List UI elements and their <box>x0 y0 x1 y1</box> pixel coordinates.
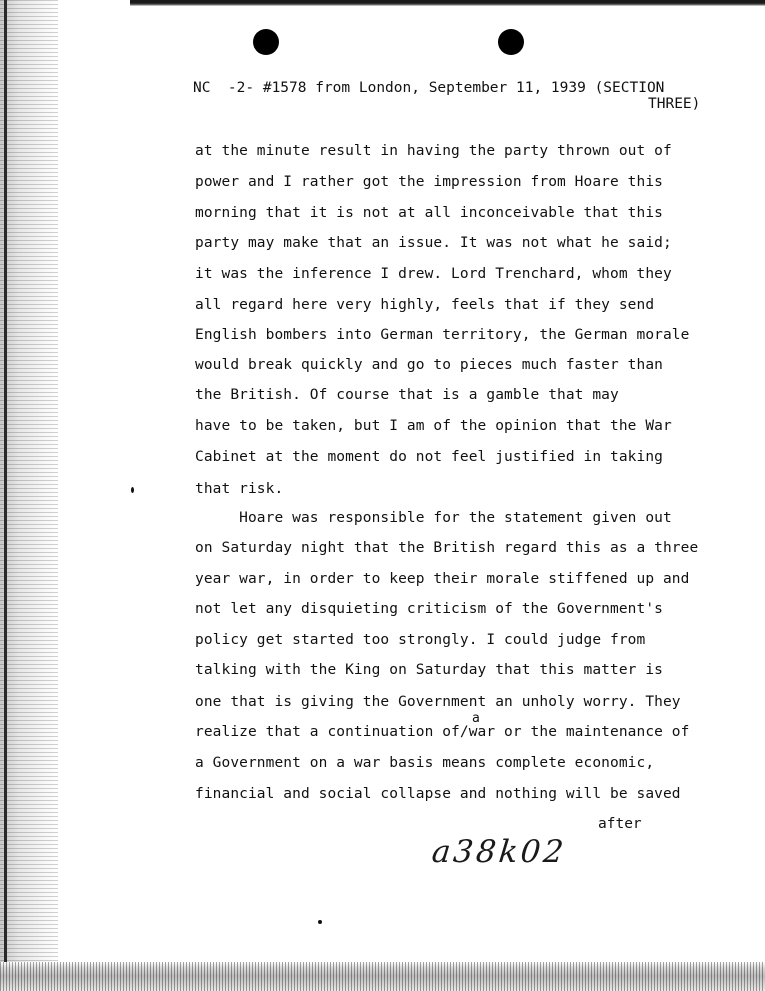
scan-speck <box>318 920 322 924</box>
scan-top-border <box>130 0 765 6</box>
body-line: power and I rather got the impression from Hoare this <box>195 174 663 190</box>
scan-bottom-border <box>0 962 765 991</box>
body-line: it was the inference I drew. Lord Trenchard, whom they <box>195 266 672 282</box>
punch-hole-left <box>253 29 279 55</box>
body-line: the British. Of course that is a gamble that may <box>195 387 619 403</box>
body-line: financial and social collapse and nothing will be saved <box>195 786 681 802</box>
scan-speck <box>131 487 134 493</box>
body-line: realize that a continuation of/war or the maintenance of <box>195 724 690 740</box>
body-line: a Government on a war basis means complete economic, <box>195 755 655 771</box>
body-line: party may make that an issue. It was not what he said; <box>195 235 672 251</box>
interlinear-insertion: a <box>472 711 480 726</box>
scan-left-margin <box>0 0 58 991</box>
body-line: talking with the King on Saturday that this matter is <box>195 662 663 678</box>
body-line: one that is giving the Government an unholy worry. They <box>195 694 681 710</box>
body-line: Hoare was responsible for the statement given out <box>195 510 672 526</box>
punch-hole-right <box>498 29 524 55</box>
body-line: would break quickly and go to pieces much faster than <box>195 357 663 373</box>
body-line: English bombers into German territory, the German morale <box>195 327 690 343</box>
body-line: at the minute result in having the party thrown out of <box>195 143 672 159</box>
body-line: have to be taken, but I am of the opinion that the War <box>195 418 672 434</box>
catchword: after <box>598 816 642 832</box>
body-line: on Saturday night that the British regard this as a three <box>195 540 699 556</box>
body-line: not let any disquieting criticism of the Government's <box>195 601 663 617</box>
scan-left-border <box>4 0 7 991</box>
telegram-header-section-continuation: THREE) <box>648 96 701 112</box>
body-line: morning that it is not at all inconceivable that this <box>195 205 663 221</box>
body-line: policy get started too strongly. I could judge from <box>195 632 646 648</box>
body-line: year war, in order to keep their morale stiffened up and <box>195 571 690 587</box>
body-line: that risk. <box>195 481 284 497</box>
body-line: all regard here very highly, feels that if they send <box>195 297 655 313</box>
body-line: Cabinet at the moment do not feel justified in taking <box>195 449 663 465</box>
handwritten-annotation: a38k02 <box>430 834 569 870</box>
telegram-header: NC -2- #1578 from London, September 11, 1939 (SECTION <box>193 80 665 96</box>
